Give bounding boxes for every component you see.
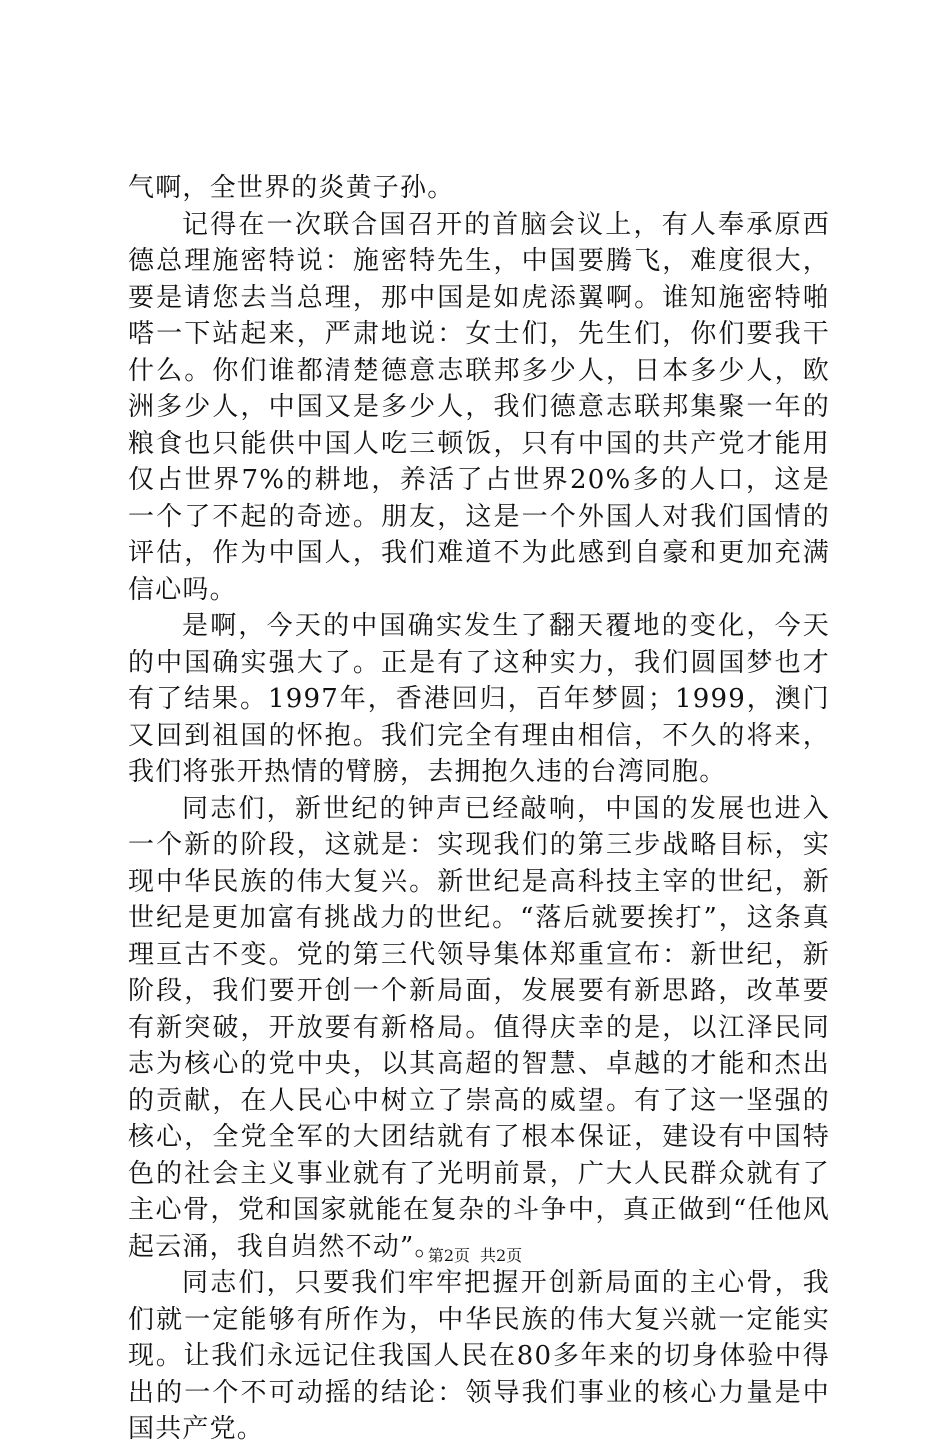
paragraph-3: 是啊，今天的中国确实发生了翻天覆地的变化，今天的中国确实强大了。正是有了这种实力，我们圆国梦也才有了结果。1997年，香港回归，百年梦圆；1999，澳门又回到祖国的怀抱。我们完全有理由相信，不久的将来，我们将张开热情的臂膀，去拥抱久违的台湾同胞。 <box>128 611 830 787</box>
page-total: 共2页 <box>480 1246 523 1265</box>
page-number: 第2页 <box>427 1246 470 1265</box>
paragraph-5: 同志们，只要我们牢牢把握开创新局面的主心骨，我们就一定能够有所作为，中华民族的伟大复兴就一定能实现。让我们永远记住我国人民在80多年来的切身体验中得出的一个不可动摇的结论：领导我们事业的核心力量是中国共产党。 <box>128 1268 830 1444</box>
paragraph-4: 同志们，新世纪的钟声已经敲响，中国的发展也进入一个新的阶段，这就是：实现我们的第三步战略目标，实现中华民族的伟大复兴。新世纪是高科技主宰的世纪，新世纪是更加富有挑战力的世纪。“落后就要挨打”，这条真理亘古不变。党的第三代领导集体郑重宣布：新世纪，新阶段，我们要开创一个新局面，发展要有新思路，改革要有新突破，开放要有新格局。值得庆幸的是，以江泽民同志为核心的党中央，以其高超的智慧、卓越的才能和杰出的贡献，在人民心中树立了崇高的威望。有了这一坚强的核心，全党全军的大团结就有了根本保证，建设有中国特色的社会主义事业就有了光明前景，广大人民群众就有了主心骨，党和国家就能在复杂的斗争中，真正做到“任他风起云涌，我自岿然不动”。 <box>128 793 830 1262</box>
paragraph-2: 记得在一次联合国召开的首脑会议上，有人奉承原西德总理施密特说：施密特先生，中国要腾飞，难度很大，要是请您去当总理，那中国是如虎添翼啊。谁知施密特啪嗒一下站起来，严肃地说：女士们，先生们，你们要我干什么。你们谁都清楚德意志联邦多少人，日本多少人，欧洲多少人，中国又是多少人，我们德意志联邦集聚一年的粮食也只能供中国人吃三顿饭，只有中国的共产党才能用仅占世界7%的耕地，养活了占世界20%多的人口，这是一个了不起的奇迹。朋友，这是一个外国人对我们国情的评估，作为中国人，我们难道不为此感到自豪和更加充满信心吗。 <box>128 209 830 605</box>
paragraph-1: 气啊，全世界的炎黄子孙。 <box>128 173 455 203</box>
page-footer <box>0 1243 950 1266</box>
